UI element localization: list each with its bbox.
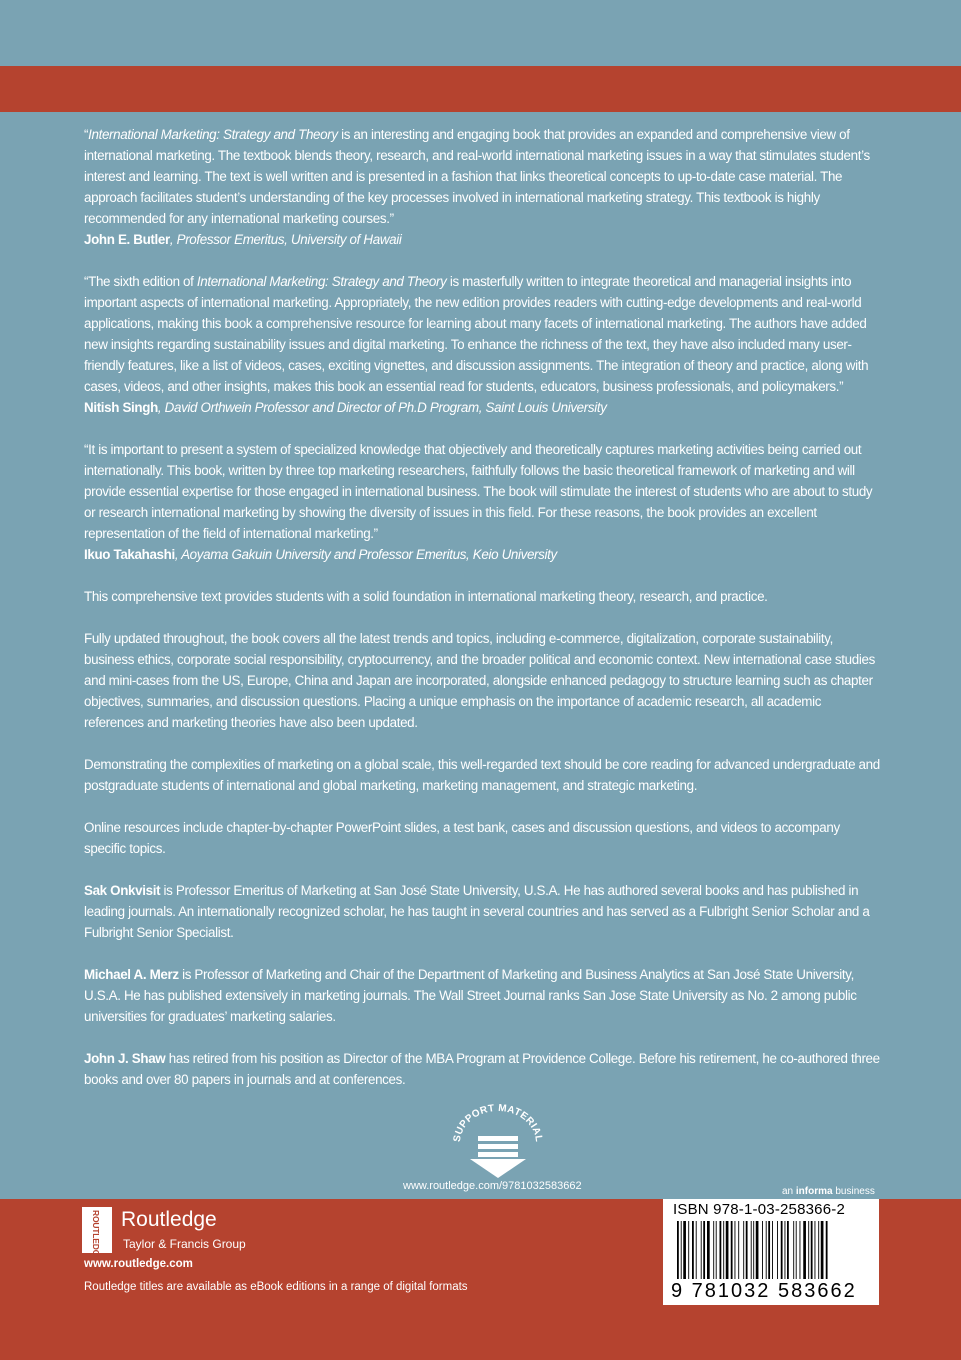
- download-arrow-icon: [452, 1103, 544, 1179]
- routledge-logo-icon: ROUTLEDGE: [82, 1207, 112, 1253]
- support-material-label: SUPPORT MATERIAL: [452, 1103, 544, 1143]
- isbn-digits: 9 781032 583662: [671, 1280, 857, 1302]
- endorsement-2: “The sixth edition of International Marketing: Strategy and Theory is masterfully written to integrate theoretical and managerial insights into important aspects of international marketing. Appropriately, the new edition provides readers with cutting-edge developments and real-world applications, making this book a comprehensive resource for learning about many facets of international marketing. The authors have added new insights regarding sustainability issues and digital marketing. To enhance the richness of the text, they have also included many user-friendly features, like a list of videos, cases, exciting vignettes, and discussion assignments. The integration of theory and practice, along with cases, videos, and other insights, makes this book an essential read for students, educators, business professionals, and policymakers.” Nitish Singh, David Orthwein Professor and Director of Ph.D Program, Saint Louis University: [84, 271, 880, 418]
- author-bio: Sak Onkvisit is Professor Emeritus of Marketing at San José State University, U.S.A. He has authored several books and has published in leading journals. An internationally recognized scholar, he has taught in several countries and has served as a Fulbright Senior Scholar and a Fulbright Senior Specialist.: [84, 883, 870, 940]
- description-paragraph: This comprehensive text provides students with a solid foundation in international marketing theory, research, and practice.: [84, 589, 768, 604]
- isbn-label: ISBN 978-1-03-258366-2: [673, 1201, 846, 1218]
- barcode: [677, 1221, 873, 1279]
- ebook-note: Routledge titles are available as eBook editions in a range of digital formats: [84, 1281, 468, 1293]
- author-bio: John J. Shaw has retired from his position as Director of the MBA Program at Providence College. Before his retirement, he co-authored three books and over 80 papers in journals and at conferences.: [84, 1051, 880, 1087]
- isbn-barcode-box: [663, 1199, 879, 1305]
- endorsement-attribution: Ikuo Takahashi, Aoyama Gakuin University and Professor Emeritus, Keio University: [84, 547, 557, 562]
- author-bio: Michael A. Merz is Professor of Marketing and Chair of the Department of Marketing and Business Analytics at San José State University, U.S.A. He has published extensively in marketing journals. The Wall Street Journal ranks San Jose State University as No. 2 among public universities for graduates’ marketing salaries.: [84, 967, 857, 1024]
- endorsement-attribution: John E. Butler, Professor Emeritus, University of Hawaii: [84, 232, 402, 247]
- publisher-group: Taylor & Francis Group: [123, 1237, 246, 1251]
- endorsement-1: “International Marketing: Strategy and Theory is an interesting and engaging book that provides an expanded and comprehensive view of international marketing. The textbook blends theory, research, and real-world international marketing issues in a way that stimulates student’s interest and learning. The text is well written and is presented in a fashion that links theoretical concepts to up-to-date case material. The approach facilitates student’s understanding of the key processes involved in international marketing strategy. This textbook is highly recommended for any international marketing courses.” John E. Butler, Professor Emeritus, University of Hawaii: [84, 124, 880, 250]
- publisher-name: Routledge: [121, 1208, 217, 1231]
- support-material-url[interactable]: www.routledge.com/9781032583662: [403, 1180, 582, 1192]
- description-paragraph: Fully updated throughout, the book covers all the latest trends and topics, including e-commerce, digitalization, corporate sustainability, business ethics, corporate social responsibility, cryptocurrency, and the broader political and economic context. New international case studies and mini-cases from the US, Europe, China and Japan are incorporated, alongside enhanced pedagogy to structure learning such as chapter objectives, summaries, and discussion questions. Placing a unique emphasis on the importance of academic research, all academic references and marketing theories have also been updated.: [84, 631, 875, 730]
- description-paragraph: Online resources include chapter-by-chapter PowerPoint slides, a test bank, cases and discussion questions, and videos to accompany specific topics.: [84, 820, 840, 856]
- endorsement-attribution: Nitish Singh, David Orthwein Professor and Director of Ph.D Program, Saint Louis University: [84, 400, 607, 415]
- publisher-url[interactable]: www.routledge.com: [84, 1258, 193, 1270]
- back-cover-text: [84, 124, 880, 1111]
- informa-business-tag: an informa business: [782, 1186, 875, 1197]
- top-accent-band: [0, 66, 961, 112]
- endorsement-3: “It is important to present a system of specialized knowledge that objectively and theoretically captures marketing activities being carried out internationally. This book, written by three top marketing researchers, faithfully follows the basic theoretical framework of marketing and will provide essential expertise for those engaged in international business. The book will stimulate the interest of students who are about to study or research international marketing by showing the diversity of issues in this field. For these reasons, the book provides an excellent representation of the field of international marketing.” Ikuo Takahashi, Aoyama Gakuin University and Professor Emeritus, Keio University: [84, 439, 880, 565]
- description-paragraph: Demonstrating the complexities of marketing on a global scale, this well-regarded text should be core reading for advanced undergraduate and postgraduate students of international and global marketing, marketing management, and strategic marketing.: [84, 757, 880, 793]
